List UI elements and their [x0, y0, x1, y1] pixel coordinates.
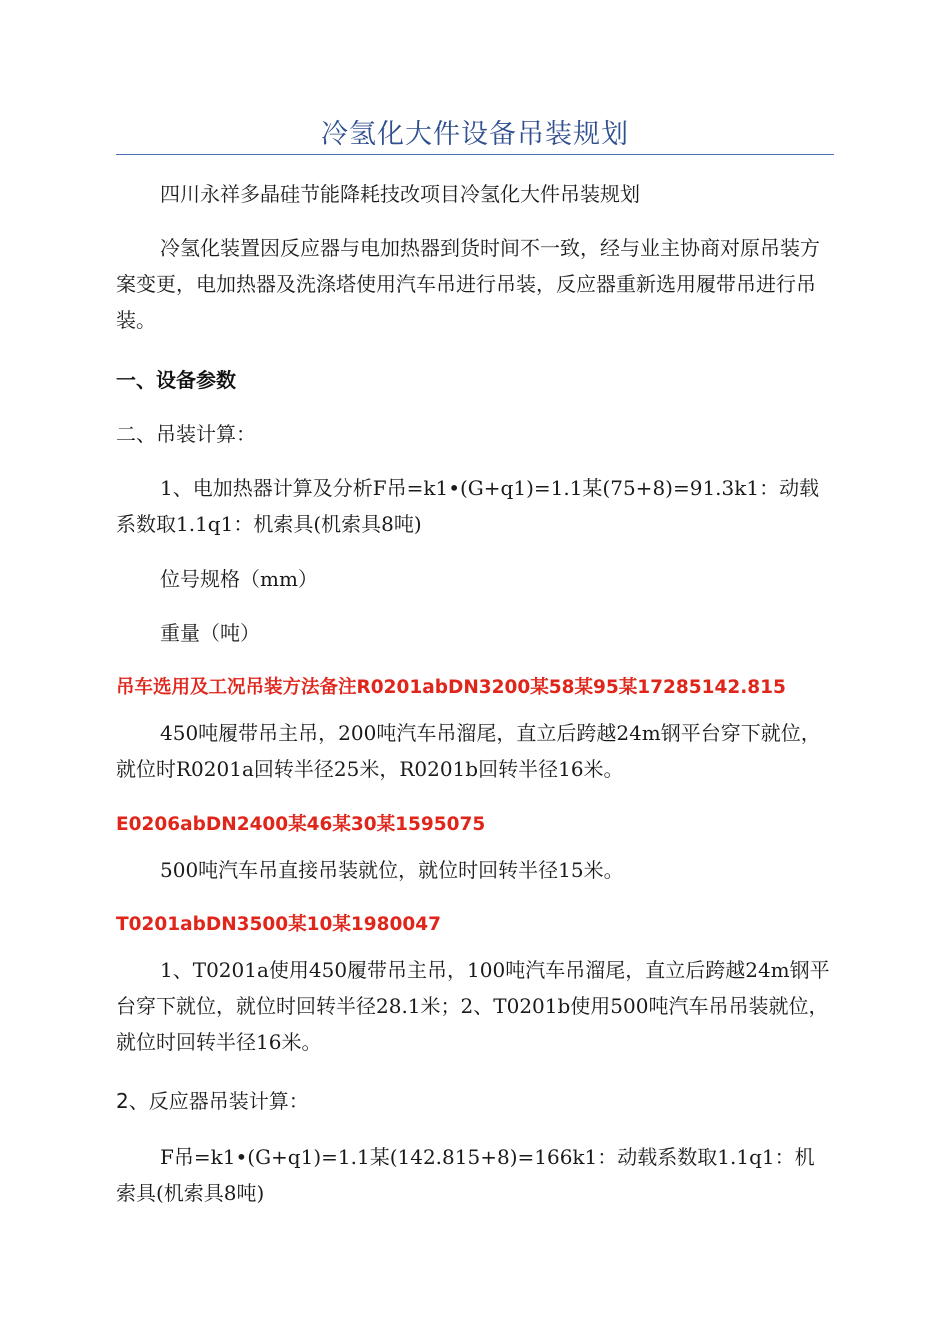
- section-heading-equipment: 一、设备参数: [116, 368, 236, 392]
- title-underline: [116, 154, 834, 155]
- heater-calculation: 1、电加热器计算及分析F吊=k1•(G+q1)=1.1某(75+8)=91.3k1：动载系数取1.1q1：机索具(机索具8吨): [116, 476, 820, 536]
- red-row-washer: T0201abDN3500某10某1980047: [116, 914, 442, 935]
- red-row-reactor: 吊车选用及工况吊装方法备注R0201abDN3200某58某95某17285142.815: [116, 677, 786, 698]
- reactor-lifting-method: 450吨履带吊主吊，200吨汽车吊溜尾，直立后跨越24m钢平台穿下就位，就位时R0201a回转半径25米，R0201b回转半径16米。: [116, 721, 821, 781]
- section-heading-calculation: 二、吊装计算：: [116, 422, 256, 446]
- project-subtitle: 四川永祥多晶硅节能降耗技改项目冷氢化大件吊装规划: [160, 182, 640, 206]
- weight-label: 重量（吨）: [160, 621, 260, 645]
- reactor-calculation: F吊=k1•(G+q1)=1.1某(142.815+8)=166k1：动载系数取1.1q1：机索具(机索具8吨): [116, 1145, 815, 1205]
- spec-label: 位号规格（mm）: [160, 567, 318, 591]
- red-row-heater: E0206abDN2400某46某30某1595075: [116, 814, 486, 835]
- page-title: 冷氢化大件设备吊装规划: [321, 119, 629, 150]
- heater-lifting-method: 500吨汽车吊直接吊装就位，就位时回转半径15米。: [160, 858, 624, 882]
- reactor-calculation-heading: 2、反应器吊装计算：: [116, 1089, 309, 1113]
- washer-lifting-method: 1、T0201a使用450履带吊主吊，100吨汽车吊溜尾，直立后跨越24m钢平台穿下就位，就位时回转半径28.1米；2、T0201b使用500吨汽车吊吊装就位，就位时回转半径16米。: [116, 958, 830, 1054]
- intro-paragraph: 冷氢化装置因反应器与电加热器到货时间不一致，经与业主协商对原吊装方案变更，电加热器及洗涤塔使用汽车吊进行吊装，反应器重新选用履带吊进行吊装。: [116, 236, 820, 332]
